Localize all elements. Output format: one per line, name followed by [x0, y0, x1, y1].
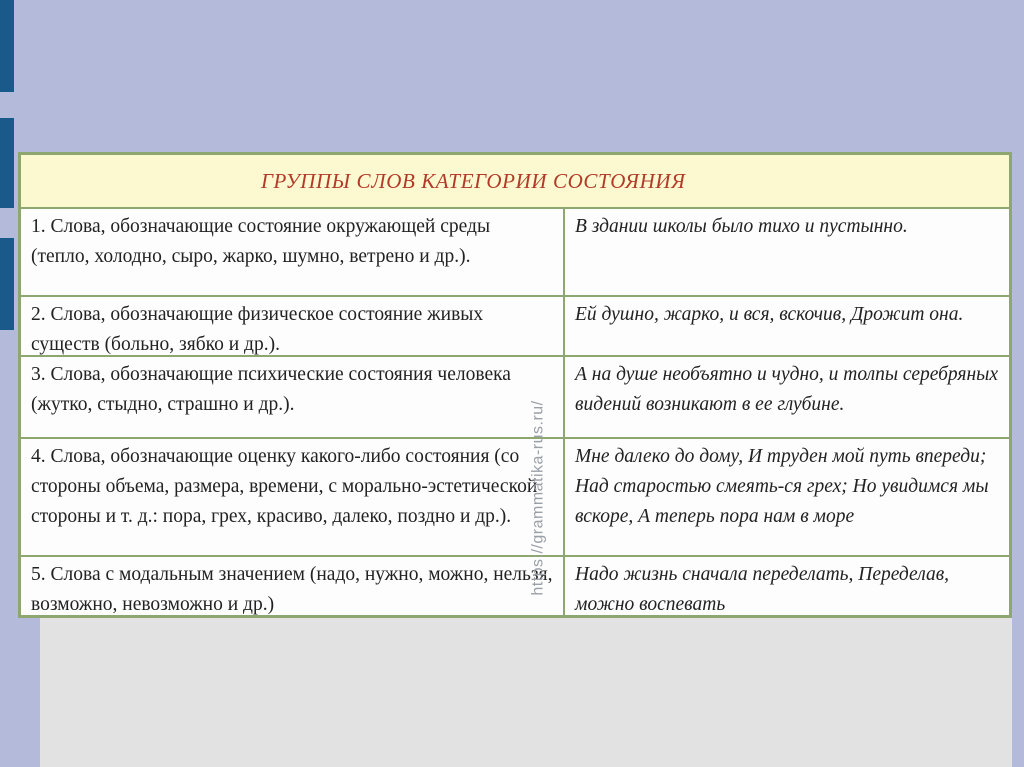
table-row	[21, 439, 1009, 557]
table-row	[21, 297, 1009, 357]
group-example: В здании школы было тихо и пустынно.	[575, 216, 908, 237]
group-example: Мне далеко до дому, И труден мой путь впереди; Над старостью смеять-ся грех; Но увидимся мы вскоре, А теперь пора нам в море	[575, 446, 989, 527]
group-description: 3. Слова, обозначающие психические состояния человека (жутко, стыдно, страшно и др.).	[21, 357, 565, 437]
slide-right-strip	[1012, 0, 1024, 767]
slide-accent-bar	[0, 0, 14, 92]
group-description: 4. Слова, обозначающие оценку какого-либо состояния (со стороны объема, размера, времени, с морально-эстетической стороны и т. д.: пора, грех, красиво, далеко, поздно и др.).	[21, 439, 565, 555]
group-example: Ей душно, жарко, и вся, вскочив, Дрожит она.	[575, 304, 964, 325]
watermark-text: https://grammatika-rus.ru/	[530, 400, 547, 596]
group-description: 5. Слова с модальным значением (надо, нужно, можно, нельзя, возможно, невозможно и др.)	[21, 557, 565, 615]
source-watermark	[524, 378, 554, 618]
table-row	[21, 209, 1009, 297]
table-row	[21, 557, 1009, 615]
state-category-table	[18, 152, 1012, 618]
slide-accent-bar	[0, 118, 14, 208]
group-description: 2. Слова, обозначающие физическое состояние живых существ (больно, зябко и др.).	[21, 297, 565, 355]
table-row	[21, 357, 1009, 439]
table-title: ГРУППЫ СЛОВ КАТЕГОРИИ СОСТОЯНИЯ	[261, 168, 686, 193]
table-header	[21, 155, 1009, 209]
group-example: А на душе необъятно и чудно, и толпы серебряных видений возникают в ее глубине.	[575, 364, 999, 415]
group-example: Надо жизнь сначала переделать, Переделав, можно воспевать	[575, 564, 950, 615]
group-description: 1. Слова, обозначающие состояние окружающей среды (тепло, холодно, сыро, жарко, шумно, ветрено и др.).	[21, 209, 565, 295]
slide-accent-bar	[0, 238, 14, 330]
